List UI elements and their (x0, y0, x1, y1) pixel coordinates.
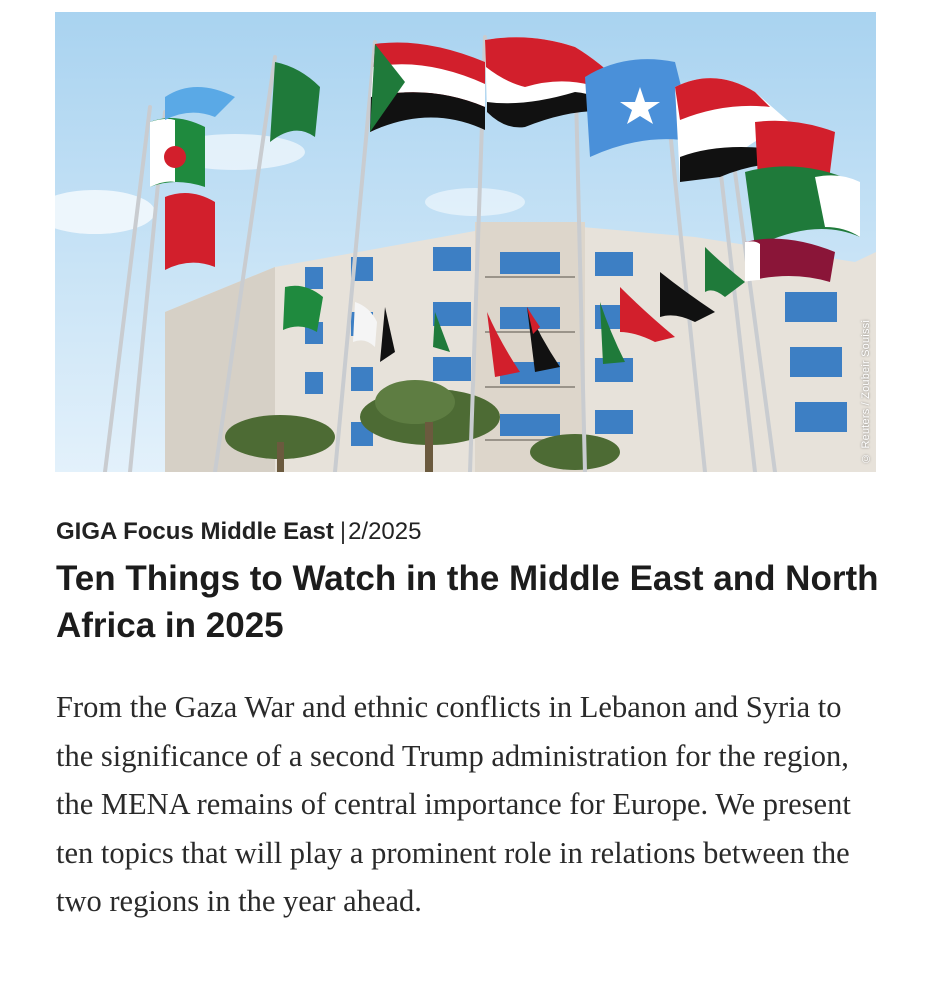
hero-photo (55, 12, 876, 472)
series-name[interactable]: GIGA Focus Middle East (56, 518, 334, 545)
series-line (56, 517, 876, 547)
article-abstract: From the Gaza War and ethnic conflicts in Lebanon and Syria to the significance of a second Trump administration for the region, the MENA remains of central importance for Europe. We present ten topics that will play a prominent role in relations between the two regions in the year ahead. (56, 690, 851, 918)
flags-illustration (55, 12, 876, 472)
cloud (425, 188, 525, 216)
article-title[interactable]: Ten Things to Watch in the Middle East and North Africa in 2025 (56, 559, 879, 645)
photo-credit: © Reuters / Zoubeir Souissi (860, 320, 872, 464)
series-separator: | (339, 518, 347, 545)
issue-number: 2/2025 (348, 518, 422, 545)
